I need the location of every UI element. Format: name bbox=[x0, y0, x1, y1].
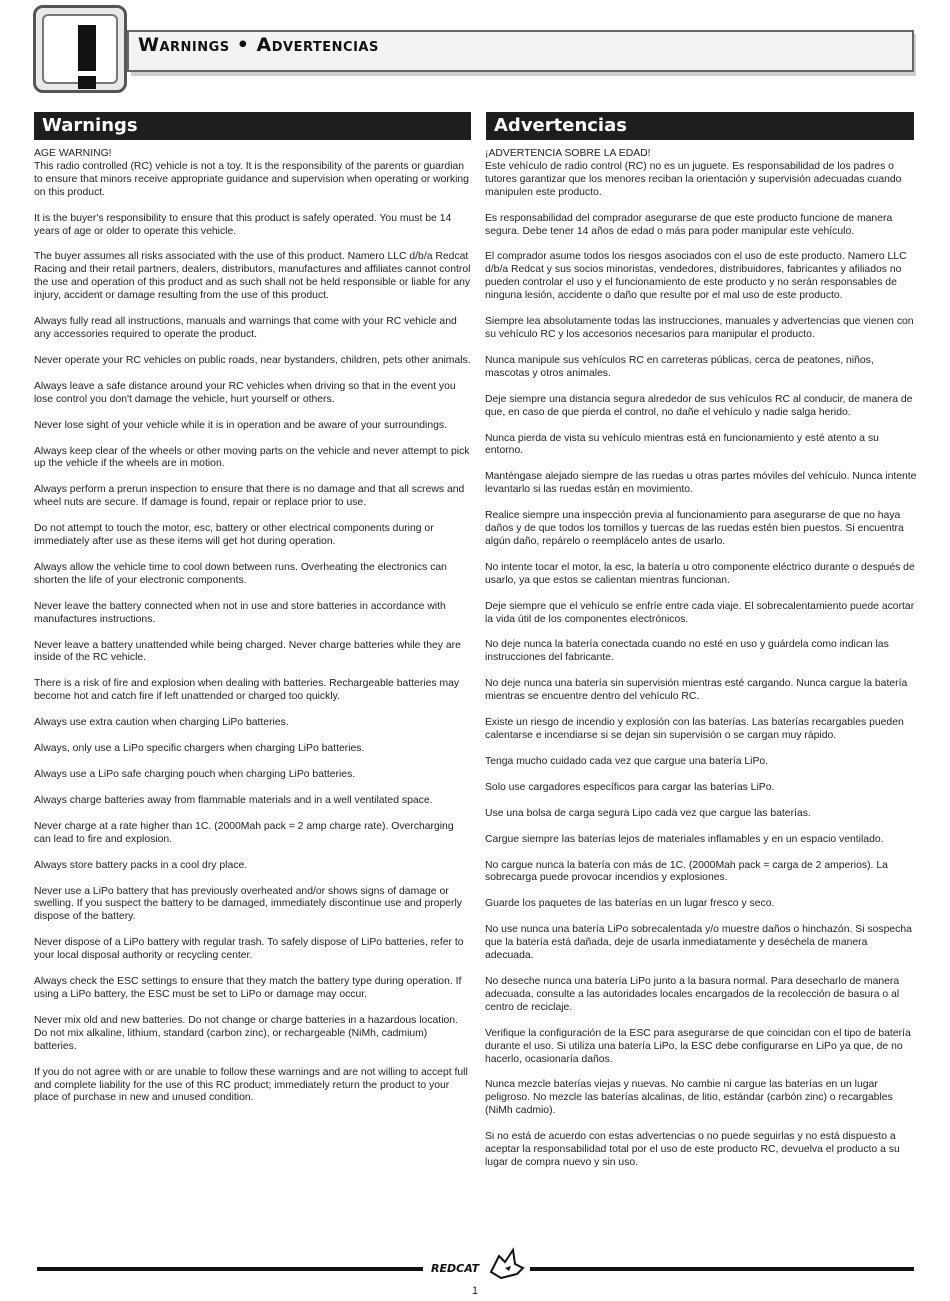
warning-paragraph: Always keep clear of the wheels or other moving parts on the vehicle and never attempt to pick up the vehicle if the wheels are in motion. bbox=[34, 445, 470, 470]
advertencias-heading: Advertencias bbox=[486, 112, 914, 140]
cat-head-icon bbox=[491, 1250, 523, 1278]
exclamation-dot bbox=[78, 76, 96, 89]
warning-paragraph: There is a risk of fire and explosion when dealing with batteries. Rechargeable batteries may become hot and catch fire if left unattended or charged too quickly. bbox=[34, 678, 460, 703]
warning-paragraph: Always leave a safe distance around your RC vehicles when driving so that in the event you lose control you don't damage the vehicle, hurt yourself or others. bbox=[34, 380, 456, 405]
advertencias-column bbox=[485, 148, 917, 1183]
advertencia-paragraph: Deje siempre que el vehículo se enfríe entre cada viaje. El sobrecalentamiento puede acortar la vida útil de los componentes electrónicos. bbox=[485, 600, 915, 625]
advertencia-paragraph: No deseche nunca una batería LiPo junto a la basura normal. Para desecharlo de manera adecuada, consulte a las autoridades locales encargados de la recolección de basura o al centro de reciclaje. bbox=[485, 975, 900, 1013]
warning-paragraph: If you do not agree with or are unable to follow these warnings and are not willing to accept full and complete liability for the use of this RC product; immediately return the product to your place of purchase in new and unused condition. bbox=[34, 1066, 468, 1104]
warning-paragraph: Never charge at a rate higher than 1C. (2000Mah pack = 2 amp charge rate). Overcharging can lead to fire and explosion. bbox=[34, 820, 454, 845]
advertencia-paragraph: No cargue nunca la batería con más de 1C. (2000Mah pack = carga de 2 amperios). La sobrecarga puede provocar incendios y explosiones. bbox=[485, 859, 888, 884]
warning-paragraph: The buyer assumes all risks associated with the use of this product. Namero LLC d/b/a Redcat Racing and their retail partners, dealers, distributors, manufactures and affiliates cannot control the use and operation of this product and as such shall not be held responsible or liable for any injury, accident or damage resulting from the use of this product. bbox=[34, 251, 471, 302]
advertencia-paragraph: Verifique la configuración de la ESC para asegurarse de que coincidan con el tipo de batería durante el uso. Si utiliza una batería LiPo, la ESC debe configurarse en LiPo ya que, de no hacerlo, ocasionaría daños. bbox=[485, 1027, 911, 1065]
advertencia-paragraph: No deje nunca la batería conectada cuando no esté en uso y guárdela como indican las instrucciones del fabricante. bbox=[485, 639, 889, 664]
advertencia-paragraph: Cargue siempre las baterías lejos de materiales inflamables y en un espacio ventilado. bbox=[485, 833, 884, 845]
warning-paragraph: Always store battery packs in a cool dry place. bbox=[34, 859, 248, 871]
advertencia-paragraph: Nunca mezcle baterías viejas y nuevas. No cambie ni cargue las baterías en un lugar peligroso. No mezcle las baterías alcalinas, de litio, estándar (carbón zinc) o recargables (NiMh cadmio). bbox=[485, 1079, 893, 1117]
advertencia-paragraph: Guarde los paquetes de las baterías en un lugar fresco y seco. bbox=[485, 898, 775, 910]
warning-paragraph: Never leave a battery unattended while being charged. Never charge batteries while they are inside of the RC vehicle. bbox=[34, 639, 461, 664]
warning-paragraph: This radio controlled (RC) vehicle is not a toy. It is the responsibility of the parents or guardian to ensure that minors receive appropriate guidance and supervision when operating or working on this product. bbox=[34, 160, 469, 198]
advertencia-paragraph: El comprador asume todos los riesgos asociados con el uso de este producto. Namero LLC d/b/a Redcat y sus socios minoristas, vendedores, distribuidores, fabricantes y afiliados no pueden controlar el uso y el funcionamiento de este producto y no serán responsables de ninguna lesión, accidente o daño que resulte por el mal uso de este producto. bbox=[485, 251, 907, 302]
warning-paragraph: Never dispose of a LiPo battery with regular trash. To safely dispose of LiPo batteries, refer to your local disposal authority or recycling center. bbox=[34, 937, 464, 962]
exclamation-icon bbox=[33, 5, 127, 93]
warning-paragraph: Always charge batteries away from flammable materials and in a well ventilated space. bbox=[34, 794, 433, 806]
warning-paragraph: Never use a LiPo battery that has previously overheated and/or shows signs of damage or swelling. If you suspect the battery to be damaged, immediately discontinue use and properly dispose of the battery. bbox=[34, 885, 462, 923]
age-warning-es: ¡ADVERTENCIA SOBRE LA EDAD! bbox=[485, 148, 651, 159]
page-number: 1 bbox=[471, 1285, 479, 1297]
advertencia-paragraph: Manténgase alejado siempre de las ruedas u otras partes móviles del vehículo. Nunca intente levantarlo si las ruedas están en movimiento. bbox=[485, 471, 917, 496]
advertencia-paragraph: Existe un riesgo de incendio y explosión con las baterías. Las baterías recargables pueden calentarse e incendiarse si se dejan sin supervisión o se cargan muy rápido. bbox=[485, 717, 904, 741]
warnings-column bbox=[34, 148, 472, 1118]
footer-rule-right bbox=[530, 1267, 914, 1271]
advertencia-paragraph: No deje nunca una batería sin supervisión mientras esté cargando. Nunca cargue la batería mientras se encuentre dentro del vehículo RC. bbox=[485, 678, 908, 703]
advertencia-paragraph: Deje siempre una distancia segura alrededor de sus vehículos RC al conducir, de manera de que, en caso de que pierda el control, no dañe el vehículo y nadie salga herido. bbox=[485, 393, 913, 418]
advertencia-paragraph: Si no está de acuerdo con estas advertencias o no puede seguirlas y no está dispuesto a aceptar la responsabilidad total por el uso de este producto RC, devuelva el producto a su lugar de compra nuevo y sin uso. bbox=[485, 1131, 900, 1168]
exclamation-icon-frame bbox=[42, 14, 118, 84]
advertencia-paragraph: No intente tocar el motor, la esc, la batería u otro componente eléctrico durante o después de usarlo, ya que estos se calientan mientras funcionan. bbox=[485, 561, 915, 586]
age-warning: AGE WARNING! bbox=[34, 148, 112, 159]
advertencia-paragraph: Solo use cargadores específicos para cargar las baterías LiPo. bbox=[485, 781, 775, 793]
page-title: Warnings • Advertencias bbox=[138, 34, 379, 56]
footer-rule-left bbox=[37, 1267, 423, 1271]
warning-paragraph: Always allow the vehicle time to cool down between runs. Overheating the electronics can shorten the life of your electronic components. bbox=[34, 561, 447, 586]
redcat-logo bbox=[425, 1242, 529, 1282]
advertencia-paragraph: Nunca pierda de vista su vehículo mientras está en funcionamiento y esté atento a su entorno. bbox=[485, 432, 879, 457]
warning-paragraph: Never operate your RC vehicles on public roads, near bystanders, children, pets other animals. bbox=[34, 354, 471, 366]
advertencia-paragraph: Es responsabilidad del comprador asegurarse de que este producto funcione de manera segura. Debe tener 14 años de edad o más para poder manipular este vehículo. bbox=[485, 212, 893, 237]
warning-paragraph: Never lose sight of your vehicle while it is in operation and be aware of your surroundings. bbox=[34, 419, 447, 431]
warnings-heading: Warnings bbox=[34, 112, 471, 140]
warning-paragraph: Always fully read all instructions, manuals and warnings that come with your RC vehicle and any accessories required to operate the product. bbox=[34, 316, 457, 340]
advertencia-paragraph: Este vehículo de radio control (RC) no es un juguete. Es responsabilidad de los padres o tutores garantizar que los menores reciban la orientación y supervisión adecuadas cuando manipulen este producto. bbox=[485, 160, 902, 198]
advertencia-paragraph: No use nunca una batería LiPo sobrecalentada y/o muestre daños o hinchazón. Si sospecha que la batería está dañada, deje de usarla inmediatamente y deséchela de manera adecuada. bbox=[485, 924, 912, 962]
warning-paragraph: It is the buyer's responsibility to ensure that this product is safely operated. You must be 14 years of age or older to operate this vehicle. bbox=[34, 212, 452, 237]
exclamation-bar bbox=[78, 25, 96, 71]
advertencia-paragraph: Use una bolsa de carga segura Lipo cada vez que cargue las baterías. bbox=[485, 807, 811, 819]
warning-paragraph: Always check the ESC settings to ensure that they match the battery type during operation. If using a LiPo battery, the ESC must be set to LiPo or damage may occur. bbox=[34, 976, 462, 1000]
warning-paragraph: Never mix old and new batteries. Do not change or charge batteries in a hazardous location. Do not mix alkaline, lithium, standard (carbon zinc), or rechargeable (NiMh, cadmium) batteries. bbox=[34, 1014, 458, 1052]
warning-paragraph: Always, only use a LiPo specific chargers when charging LiPo batteries. bbox=[34, 743, 365, 755]
advertencia-paragraph: Tenga mucho cuidado cada vez que cargue una batería LiPo. bbox=[485, 755, 769, 767]
logo-text: REDCAT bbox=[431, 1262, 480, 1275]
warning-paragraph: Always perform a prerun inspection to ensure that there is no damage and that all screws and wheel nuts are secure. If damage is found, repair or replace prior to use. bbox=[34, 484, 465, 509]
warning-paragraph: Always use a LiPo safe charging pouch when charging LiPo batteries. bbox=[34, 769, 356, 780]
advertencia-paragraph: Nunca manipule sus vehículos RC en carreteras públicas, cerca de peatones, niños, mascotas y otros animales. bbox=[485, 354, 874, 379]
warning-paragraph: Never leave the battery connected when not in use and store batteries in accordance with manufactures instructions. bbox=[34, 600, 446, 625]
warning-paragraph: Do not attempt to touch the motor, esc, battery or other electrical components during or immediately after use as these items will get hot during operation. bbox=[34, 523, 434, 548]
advertencia-paragraph: Realice siempre una inspección previa al funcionamiento para asegurarse de que no haya daños y de que todos los tornillos y tuercas de las ruedas estén bien puestos. Si encuentra algún daño, repárelo o reemplácelo antes de usarlo. bbox=[485, 510, 904, 547]
warning-paragraph: Always use extra caution when charging LiPo batteries. bbox=[34, 717, 289, 729]
advertencia-paragraph: Siempre lea absolutamente todas las instrucciones, manuales y advertencias que vienen con su vehículo RC y los accesorios necesarios para manipular el producto. bbox=[485, 316, 914, 340]
